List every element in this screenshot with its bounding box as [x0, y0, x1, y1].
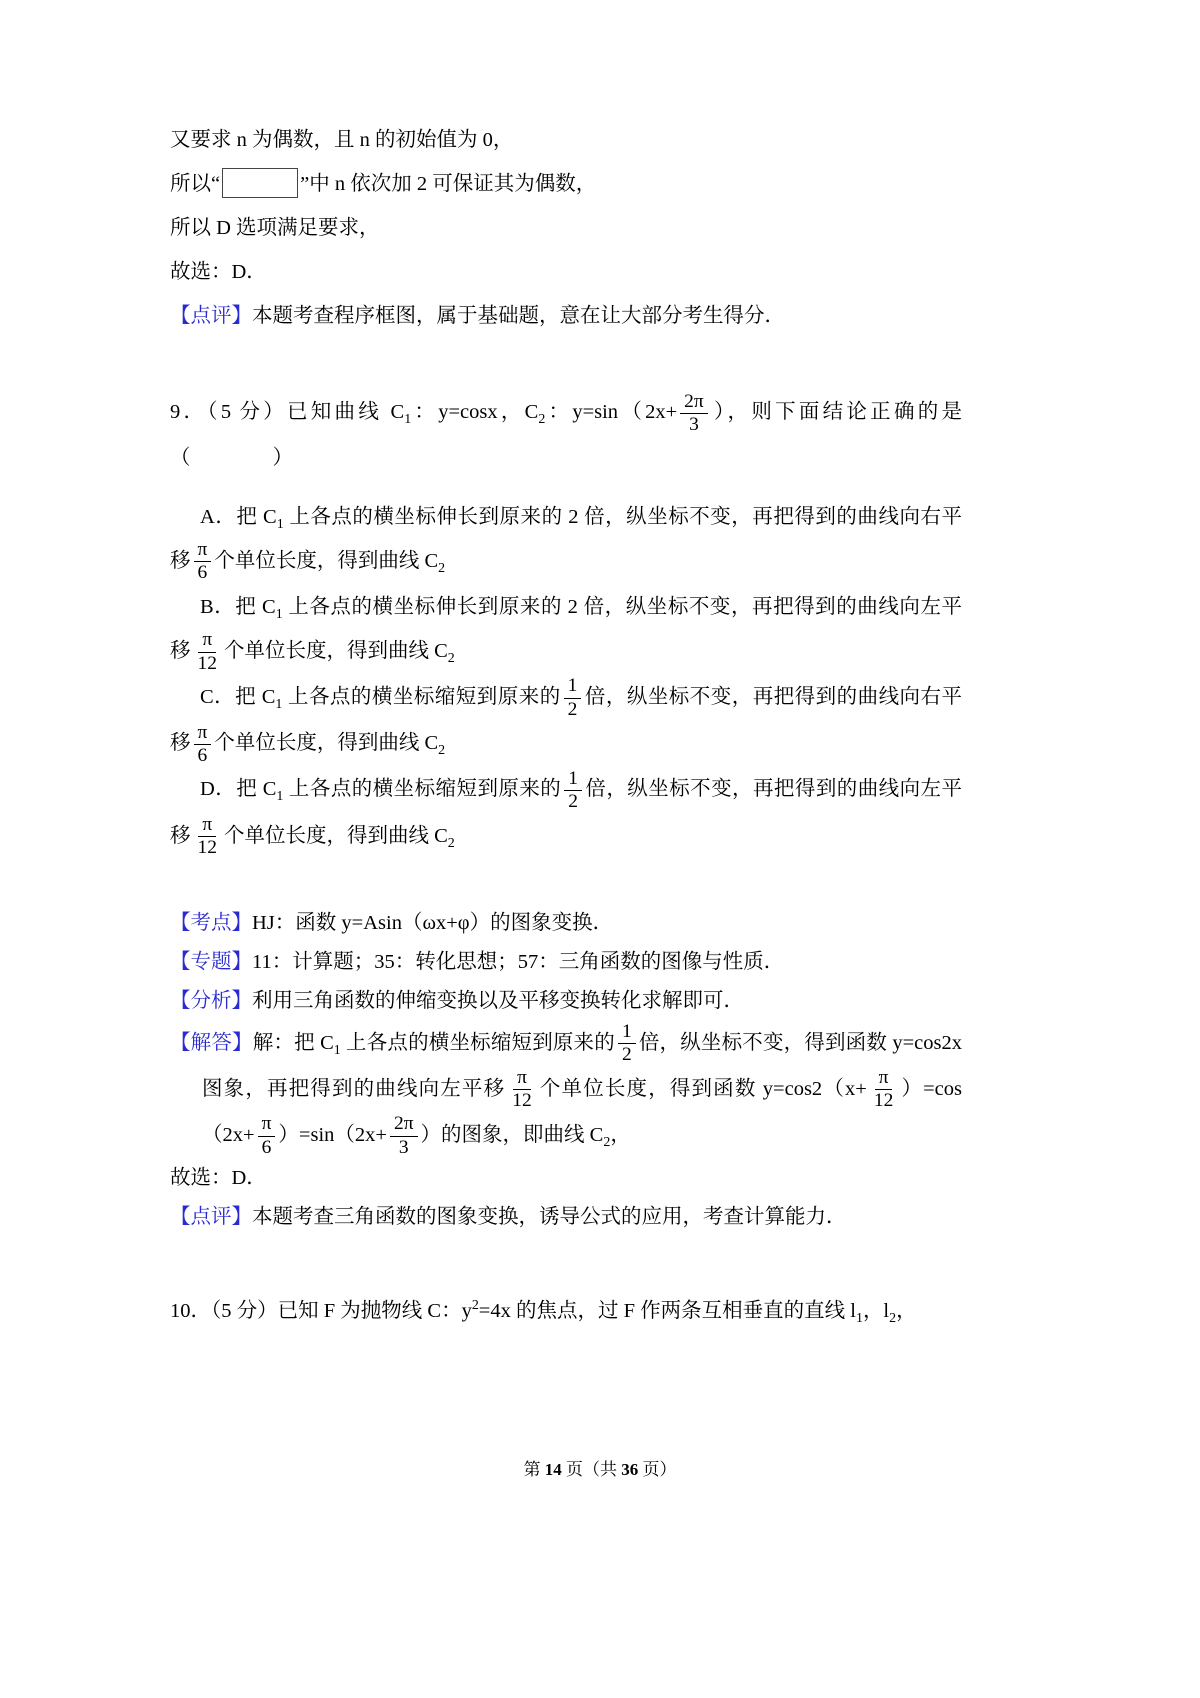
subscript: 2	[447, 650, 455, 666]
q8-line-even-requirement	[170, 118, 962, 162]
text-run: 9．（5 分）已知曲线 C	[170, 401, 405, 424]
fraction	[680, 391, 708, 437]
fraction-numerator: 1	[618, 1021, 636, 1044]
text-run: D．把 C	[200, 778, 277, 801]
text-run: 10．（5 分）已知 F 为抛物线 C：y	[170, 1299, 472, 1322]
fraction	[194, 814, 221, 860]
fraction	[564, 768, 582, 814]
question-9-option-c	[170, 675, 962, 767]
text-run: 第	[523, 1460, 545, 1479]
fraction	[194, 629, 221, 675]
fraction	[870, 1067, 897, 1113]
fraction-denominator: 12	[512, 1090, 532, 1112]
text-run: 上各点的横坐标缩短到原来的	[282, 686, 561, 709]
text-run: ）=cos（2x+	[202, 1077, 963, 1146]
text-run: ）=sin（2x+	[278, 1123, 387, 1146]
text-run: 个单位长度，得到曲线 C	[223, 824, 448, 847]
fraction-numerator: π	[513, 1067, 531, 1090]
fraction-denominator: 6	[261, 1136, 272, 1158]
fraction-denominator: 12	[197, 837, 217, 859]
bold-text: 36	[621, 1460, 639, 1479]
fraction	[618, 1021, 636, 1067]
question-9-stem	[170, 390, 962, 480]
fraction-numerator: 1	[564, 768, 582, 791]
subscript: 1	[276, 789, 284, 805]
text-run: HJ：函数 y=Asin（ωx+φ）的图象变换．	[252, 911, 614, 934]
q9-kaodian-line	[170, 904, 962, 943]
text-run: 故选：D．	[170, 261, 267, 284]
text-run: C．把 C	[200, 686, 276, 709]
text-run: 倍，纵坐标不变，得到函数 y=cos2x 图象，再把得到的曲线向左平移	[202, 1031, 962, 1100]
question-9-option-b	[170, 585, 962, 675]
fraction-denominator: 3	[398, 1136, 409, 1158]
subscript: 2	[538, 412, 546, 428]
text-run: ，	[896, 1299, 917, 1322]
q9-answer-line	[170, 1159, 962, 1198]
subscript: 1	[276, 516, 284, 532]
q8-answer-line	[170, 250, 962, 294]
text-run: 页（共	[561, 1460, 622, 1479]
subscript: 1	[404, 412, 412, 428]
subscript: 1	[275, 697, 283, 713]
text-run: ）的图象，即曲线 C	[420, 1123, 604, 1146]
fraction-denominator: 12	[197, 652, 217, 674]
q9-dianping-line	[170, 1198, 962, 1237]
question-10-stem	[170, 1289, 962, 1333]
q9-fenxi-line	[170, 982, 962, 1021]
fraction-numerator: 1	[564, 675, 582, 698]
text-run: 个单位长度，得到曲线 C	[214, 549, 439, 572]
fraction-numerator: π	[258, 1113, 276, 1136]
text-run: 个单位长度，得到曲线 C	[223, 639, 448, 662]
section-label: 【分析】	[170, 989, 252, 1012]
text-run: B．把 C	[200, 595, 276, 618]
fraction-numerator: π	[198, 814, 216, 837]
text-run: 故选：D．	[170, 1167, 267, 1190]
fraction-numerator: π	[198, 629, 216, 652]
subscript: 1	[333, 1042, 341, 1058]
text-run: 个单位长度，得到函数 y=cos2（x+	[538, 1077, 867, 1100]
fraction	[194, 722, 212, 768]
blank-answer-box	[222, 168, 298, 198]
fraction-denominator: 2	[567, 698, 578, 720]
subscript: 1	[855, 1311, 863, 1326]
fraction-denominator: 2	[621, 1044, 632, 1066]
subscript: 2	[438, 743, 446, 759]
section-label: 【专题】	[170, 950, 252, 973]
section-label: 【点评】	[170, 1205, 252, 1228]
text-run: ：y=sin（2x+	[545, 401, 678, 424]
q9-zhuanti-line	[170, 943, 962, 982]
subscript: 2	[603, 1134, 611, 1150]
question-9-option-a	[170, 495, 962, 585]
section-label: 【解答】	[170, 1031, 253, 1054]
fraction	[258, 1113, 276, 1159]
text-run: 倍，纵坐标不变，再把得到的曲线向左平移	[170, 778, 962, 847]
subscript: 2	[438, 560, 446, 576]
text-run: 解：把 C	[252, 1031, 334, 1054]
text-run: 利用三角函数的伸缩变换以及平移变换转化求解即可．	[252, 989, 744, 1012]
fraction-numerator: 2π	[680, 391, 708, 414]
text-run: ，	[610, 1123, 631, 1146]
q8-line-option-d	[170, 206, 962, 250]
subscript: 1	[275, 606, 283, 622]
text-run: 本题考查程序框图，属于基础题，意在让大部分考生得分．	[252, 305, 785, 328]
text-run: 上各点的横坐标缩短到原来的	[340, 1031, 615, 1054]
question-9-option-d	[170, 767, 962, 859]
fraction-denominator: 2	[568, 791, 578, 813]
fraction-numerator: 2π	[390, 1113, 418, 1136]
section-label: 【点评】	[170, 305, 252, 328]
subscript: 2	[889, 1311, 897, 1326]
q8-comment-line	[170, 294, 962, 338]
text-run: ：y=cosx，C	[411, 401, 539, 424]
text-run: 倍，纵坐标不变，再把得到的曲线向右平移	[170, 686, 962, 755]
fraction-denominator: 12	[873, 1090, 894, 1112]
page-footer	[0, 1458, 1200, 1482]
text-run: 11：计算题；35：转化思想；57：三角函数的图像与性质．	[252, 950, 785, 973]
fraction-denominator: 3	[689, 414, 699, 436]
text-run: ，l	[862, 1299, 890, 1322]
fraction	[390, 1113, 418, 1159]
text-run: 所以 D 选项满足要求，	[170, 217, 380, 240]
text-run: 上各点的横坐标伸长到原来的 2 倍，纵坐标不变，再把得到的曲线向右平移	[170, 505, 963, 572]
fraction-numerator: π	[194, 722, 212, 745]
q8-line-box-statement	[170, 162, 962, 206]
fraction-numerator: π	[194, 539, 212, 562]
bold-text: 14	[544, 1460, 562, 1479]
text-run: 页）	[638, 1460, 677, 1479]
text-run: 个单位长度，得到曲线 C	[214, 732, 439, 755]
text-run: ），则下面结论正确的是（ ）	[170, 401, 963, 470]
fraction	[508, 1067, 535, 1113]
text-run: 本题考查三角函数的图象变换，诱导公式的应用，考查计算能力．	[252, 1205, 847, 1228]
fraction-numerator: π	[875, 1067, 893, 1090]
text-run: 所以“	[170, 173, 221, 196]
subscript: 2	[447, 835, 455, 851]
text-run: 又要求 n 为偶数，且 n 的初始值为 0，	[170, 129, 514, 151]
text-run: 上各点的横坐标缩短到原来的	[283, 778, 562, 801]
fraction-denominator: 6	[197, 744, 208, 766]
text-run: ”中 n 依次加 2 可保证其为偶数，	[300, 173, 597, 196]
q9-jieda-line	[170, 1021, 962, 1160]
text-run: 上各点的横坐标伸长到原来的 2 倍，纵坐标不变，再把得到的曲线向左平移	[170, 595, 962, 662]
superscript: 2	[471, 1298, 479, 1314]
section-label: 【考点】	[170, 911, 252, 934]
text-run: A．把 C	[200, 505, 277, 528]
text-run: =4x 的焦点，过 F 作两条互相垂直的直线 l	[478, 1299, 856, 1322]
fraction	[564, 675, 582, 721]
fraction-denominator: 6	[197, 562, 208, 584]
fraction	[194, 539, 212, 585]
